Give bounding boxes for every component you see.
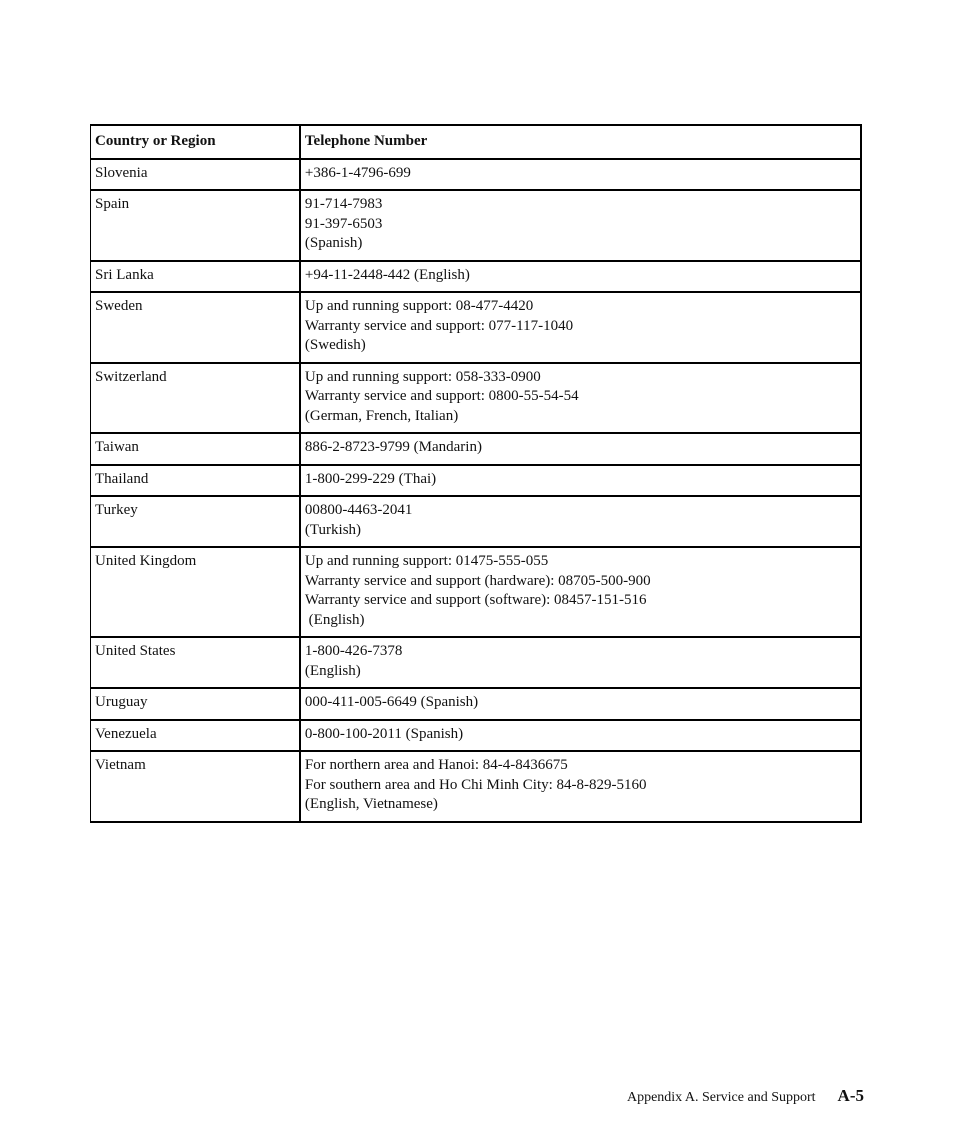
telephone-line: Up and running support: 058-333-0900 — [304, 368, 541, 385]
table-row — [91, 720, 862, 752]
telephone-cell — [300, 496, 861, 547]
telephone-line: 0-800-100-2011 (Spanish) — [304, 725, 464, 742]
table-row — [91, 159, 862, 191]
table-row — [91, 496, 862, 547]
telephone-line: +386-1-4796-699 — [304, 164, 411, 181]
country-cell: Sweden — [91, 292, 300, 363]
page-footer — [627, 1086, 864, 1106]
telephone-line: (Turkish) — [304, 521, 362, 538]
telephone-line: 00800-4463-2041 — [304, 502, 413, 518]
telephone-cell — [300, 433, 861, 465]
telephone-cell — [300, 720, 861, 752]
telephone-line: Warranty service and support (software): 08457-151-516 — [304, 592, 647, 608]
telephone-line: For northern area and Hanoi: 84-4-8436675 — [304, 757, 568, 773]
telephone-line: 91-714-7983 — [304, 196, 383, 212]
telephone-line: For southern area and Ho Chi Minh City: 84-8-829-5160 — [304, 776, 647, 793]
country-cell: Slovenia — [91, 159, 300, 191]
telephone-line: Up and running support: 01475-555-055 — [304, 553, 549, 569]
support-phone-table — [90, 124, 862, 823]
country-cell: Sri Lanka — [91, 261, 300, 293]
country-cell: United States — [91, 637, 300, 688]
header-country: Country or Region — [91, 125, 300, 159]
telephone-line: 000-411-005-6649 (Spanish) — [304, 694, 479, 710]
telephone-line: (Swedish) — [304, 337, 366, 353]
country-cell: Taiwan — [91, 433, 300, 465]
telephone-line: (English) — [304, 611, 365, 628]
telephone-line: +94-11-2448-442 (English) — [304, 266, 470, 283]
table-row — [91, 261, 862, 293]
table-row — [91, 751, 862, 822]
table-body — [91, 159, 862, 822]
table-row — [91, 292, 862, 363]
telephone-line: (English, Vietnamese) — [304, 796, 438, 812]
table-row — [91, 637, 862, 688]
country-cell: Thailand — [91, 465, 300, 497]
telephone-line: 1-800-426-7378 — [304, 643, 403, 659]
table-row — [91, 688, 862, 720]
telephone-line: (English) — [304, 662, 361, 679]
country-cell: Turkey — [91, 496, 300, 547]
telephone-cell — [300, 190, 861, 261]
telephone-line: Warranty service and support (hardware): 08705-500-900 — [304, 572, 651, 589]
telephone-cell — [300, 688, 861, 720]
telephone-line: Warranty service and support: 077-117-1040 — [304, 317, 574, 334]
footer-section-title: Appendix A. Service and Support — [626, 1090, 816, 1105]
country-cell: Switzerland — [91, 363, 300, 434]
table-row — [91, 363, 862, 434]
table-row — [91, 547, 862, 637]
country-cell: United Kingdom — [91, 547, 300, 637]
telephone-line: Warranty service and support: 0800-55-54-54 — [304, 388, 579, 404]
telephone-line: 91-397-6503 — [304, 215, 383, 232]
telephone-cell — [300, 547, 861, 637]
table-row — [91, 433, 862, 465]
telephone-cell — [300, 159, 861, 191]
telephone-cell — [300, 363, 861, 434]
telephone-line: Up and running support: 08-477-4420 — [304, 298, 534, 314]
telephone-cell — [300, 637, 861, 688]
telephone-line: 886-2-8723-9799 (Mandarin) — [304, 439, 482, 455]
telephone-cell — [300, 261, 861, 293]
telephone-line: (Spanish) — [304, 235, 363, 251]
table-header-row — [91, 125, 862, 159]
country-cell: Vietnam — [91, 751, 300, 822]
telephone-line: (German, French, Italian) — [304, 407, 459, 424]
telephone-cell — [300, 465, 861, 497]
telephone-cell — [300, 751, 861, 822]
table-row — [91, 190, 862, 261]
page-number: A-5 — [837, 1086, 864, 1105]
country-cell: Spain — [91, 190, 300, 261]
country-cell: Uruguay — [91, 688, 300, 720]
telephone-cell — [300, 292, 861, 363]
country-cell: Venezuela — [91, 720, 300, 752]
telephone-line: 1-800-299-229 (Thai) — [304, 470, 437, 487]
header-telephone: Telephone Number — [300, 125, 861, 159]
table-row — [91, 465, 862, 497]
